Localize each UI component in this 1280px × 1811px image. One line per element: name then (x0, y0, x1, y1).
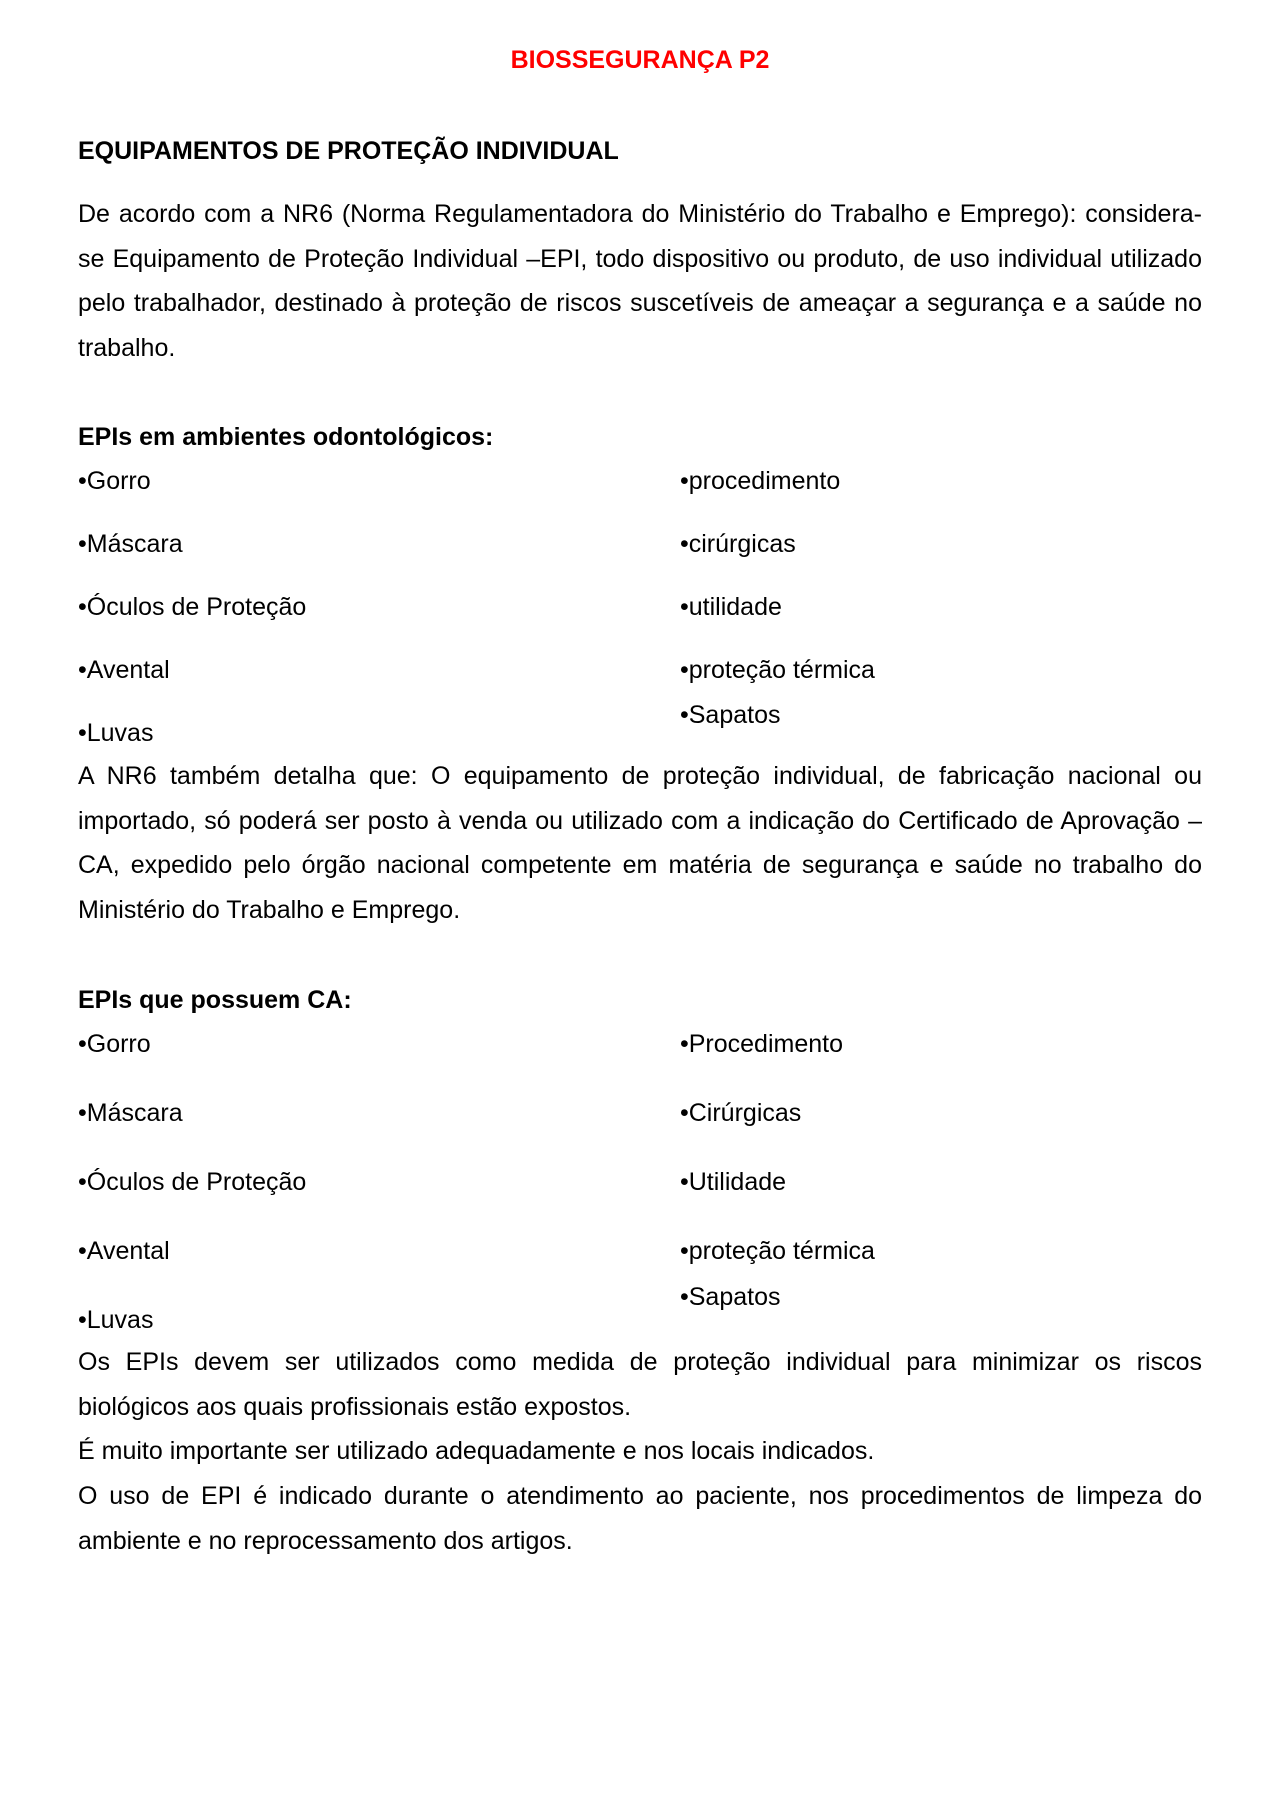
list2-item: •Gorro (78, 1030, 151, 1058)
list2-item: •Avental (78, 1237, 170, 1265)
list1-item: •Óculos de Proteção (78, 593, 307, 621)
list1-item: •Sapatos (680, 701, 781, 729)
closing-paragraph-3: O uso de EPI é indicado durante o atendimento ao paciente, nos procedimentos de limpeza do ambiente e no reprocessamento dos artigos. (78, 1482, 1202, 1555)
list1-heading: EPIs em ambientes odontológicos: (78, 423, 494, 451)
list2-item: •Procedimento (680, 1030, 844, 1058)
list1-item: •Avental (78, 656, 170, 684)
list2-item: •Luvas (78, 1306, 154, 1334)
list2-item: •Cirúrgicas (680, 1099, 802, 1127)
closing-paragraph-2: É muito importante ser utilizado adequadamente e nos locais indicados. (78, 1437, 875, 1465)
list2-item: •Óculos de Proteção (78, 1168, 307, 1196)
intro-paragraph: De acordo com a NR6 (Norma Regulamentadora do Ministério do Trabalho e Emprego): considera-se Equipamento de Proteção Individual –EPI, todo dispositivo ou produto, de uso individual utilizado pelo trabalhador, destinado à proteção de riscos suscetíveis de ameaçar a segurança e a saúde no trabalho. (78, 200, 1202, 362)
list1-item: •utilidade (680, 593, 782, 621)
list1-item: •cirúrgicas (680, 530, 796, 558)
section-heading: EQUIPAMENTOS DE PROTEÇÃO INDIVIDUAL (78, 137, 619, 165)
list2-item: •Sapatos (680, 1283, 781, 1311)
list1-item: •procedimento (680, 467, 841, 495)
list2-item: •proteção térmica (680, 1237, 875, 1265)
list2-item: •Máscara (78, 1099, 183, 1127)
list2-heading: EPIs que possuem CA: (78, 986, 352, 1014)
list2-item: •Utilidade (680, 1168, 787, 1196)
ca-paragraph: A NR6 também detalha que: O equipamento de proteção individual, de fabricação nacional ou importado, só poderá ser posto à venda ou utilizado com a indicação do Certificado de Aprovação –CA, expedido pelo órgão nacional competente em matéria de segurança e saúde no trabalho do Ministério do Trabalho e Emprego. (78, 762, 1202, 924)
document-title: BIOSSEGURANÇA P2 (510, 46, 770, 74)
list1-item: •proteção térmica (680, 656, 875, 684)
closing-paragraph-1: Os EPIs devem ser utilizados como medida de proteção individual para minimizar os riscos biológicos aos quais profissionais estão expostos. (78, 1348, 1202, 1421)
list1-item: •Luvas (78, 719, 154, 747)
list1-item: •Máscara (78, 530, 183, 558)
list1-item: •Gorro (78, 467, 151, 495)
